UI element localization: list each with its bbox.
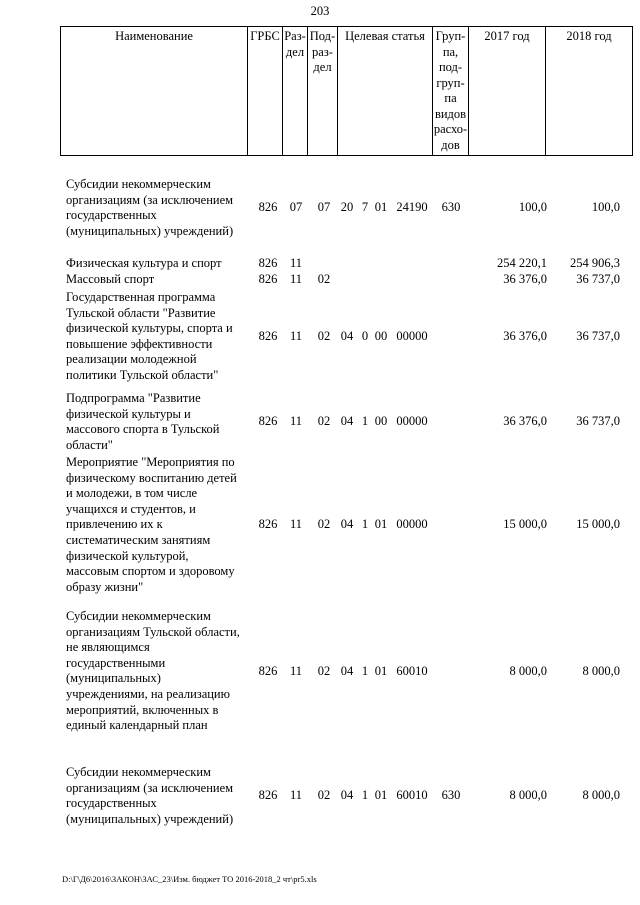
razdel-cell: 11 xyxy=(289,272,303,286)
row-name-line: организациям (за исключением xyxy=(66,192,234,207)
event-code-cell: 01 xyxy=(374,200,388,215)
row-name-line: повышение эффективности xyxy=(66,336,213,351)
header-name: Наименование xyxy=(61,27,248,155)
razdel-cell: 11 xyxy=(289,788,303,803)
grbs-cell: 826 xyxy=(258,200,278,215)
subprogram-code-cell: 7 xyxy=(361,200,369,215)
row-name-line: Подпрограмма "Развитие xyxy=(66,391,201,405)
row-name-line: Субсидии некоммерческим xyxy=(66,177,211,191)
podrazdel-cell: 02 xyxy=(317,414,331,429)
razdel-cell: 11 xyxy=(289,663,303,678)
row-name-line: государственных xyxy=(66,208,157,223)
row-name xyxy=(66,765,254,827)
row-name-line: организациям (за исключением xyxy=(66,780,234,795)
subprogram-code-cell: 1 xyxy=(361,517,369,532)
row-name-line: организациям Тульской области, xyxy=(66,624,240,639)
row-name-line: Тульской области "Развитие xyxy=(66,305,216,320)
podrazdel-cell: 02 xyxy=(317,788,331,803)
row-name-line: Субсидии некоммерческим xyxy=(66,765,211,779)
row-name-line: государственных xyxy=(66,796,157,811)
row-name xyxy=(66,391,254,453)
row-name-line: образу жизни" xyxy=(66,579,144,594)
row-name-line: политики Тульской области" xyxy=(66,367,219,382)
expense-type-cell: 630 xyxy=(441,788,461,803)
razdel-cell: 11 xyxy=(289,517,303,532)
grbs-cell: 826 xyxy=(258,329,278,343)
row-name-line: Субсидии некоммерческим xyxy=(66,609,211,623)
subprogram-code-cell: 1 xyxy=(361,663,369,678)
header-2018: 2018 год xyxy=(566,29,612,43)
row-name-line: Физическая культура и спорт xyxy=(66,256,222,270)
row-name-line: реализации молодежной xyxy=(66,352,197,367)
expense-type-cell: 630 xyxy=(441,200,461,215)
program-code-cell: 04 xyxy=(340,517,354,532)
row-name-line: мероприятий, включенных в xyxy=(66,702,219,717)
row-name-line: (муниципальных) учреждений) xyxy=(66,811,234,826)
program-code-cell: 04 xyxy=(340,329,354,343)
header-razdel: Раз- дел xyxy=(283,27,308,155)
direction-code-cell: 60010 xyxy=(396,663,428,678)
grbs-cell: 826 xyxy=(258,272,278,286)
row-name-line: физической культуры и xyxy=(66,406,191,421)
row-name-line: единый календарный план xyxy=(66,718,208,733)
event-code-cell: 01 xyxy=(374,663,388,678)
program-code-cell: 04 xyxy=(340,414,354,429)
event-code-cell: 01 xyxy=(374,788,388,803)
file-path-footer: D:\Г\Д6\2016\ЗАКОН\ЗАС_23\Изм. бюджет ТО 2016-2018_2 чт\pr5.xls xyxy=(62,874,317,884)
value-2017-cell: 36 376,0 xyxy=(503,414,547,429)
row-name xyxy=(66,256,254,272)
value-2017-cell: 254 220,1 xyxy=(497,256,547,270)
row-name-line: Государственная программа xyxy=(66,290,216,304)
row-name-line: области" xyxy=(66,437,113,452)
value-2018-cell: 100,0 xyxy=(591,200,620,215)
value-2018-cell: 15 000,0 xyxy=(576,517,620,532)
podrazdel-cell: 02 xyxy=(317,272,331,286)
event-code-cell: 00 xyxy=(374,414,388,429)
direction-code-cell: 60010 xyxy=(396,788,428,803)
page-number: 203 xyxy=(310,4,330,18)
podrazdel-cell: 07 xyxy=(317,200,331,215)
event-code-cell: 01 xyxy=(374,517,388,532)
subprogram-code-cell: 1 xyxy=(361,414,369,429)
podrazdel-cell: 02 xyxy=(317,517,331,532)
header-2017: 2017 год xyxy=(469,27,546,155)
direction-code-cell: 00000 xyxy=(396,329,428,343)
value-2017-cell: 36 376,0 xyxy=(503,272,547,286)
row-name-line: физической культурой, xyxy=(66,548,189,563)
event-code-cell: 00 xyxy=(374,329,388,343)
value-2017-cell: 8 000,0 xyxy=(509,663,547,678)
value-2018-cell: 8 000,0 xyxy=(582,663,620,678)
header-podrazdel: Под- раз- дел xyxy=(308,27,338,155)
razdel-cell: 11 xyxy=(289,256,303,270)
row-name-line: учреждениями, на реализацию xyxy=(66,686,230,701)
grbs-cell: 826 xyxy=(258,517,278,532)
row-name xyxy=(66,272,254,288)
row-name-line: физическому воспитанию детей xyxy=(66,470,237,485)
value-2018-cell: 36 737,0 xyxy=(576,272,620,286)
table-header xyxy=(60,26,633,156)
value-2018-cell: 254 906,3 xyxy=(570,256,620,270)
row-name-line: не являющимся xyxy=(66,640,150,655)
row-name xyxy=(66,177,254,239)
row-name xyxy=(66,609,254,734)
razdel-cell: 11 xyxy=(289,329,303,343)
subprogram-code-cell: 0 xyxy=(361,329,369,343)
program-code-cell: 20 xyxy=(340,200,354,215)
row-name-line: государственными xyxy=(66,655,166,670)
row-name-line: учащихся и студентов, и xyxy=(66,501,196,516)
direction-code-cell: 24190 xyxy=(396,200,428,215)
program-code-cell: 04 xyxy=(340,663,354,678)
row-name-line: и молодежи, в том числе xyxy=(66,486,198,501)
grbs-cell: 826 xyxy=(258,414,278,429)
header-expense-group: Груп- па, под- груп- па видов расхо- дов xyxy=(433,27,469,155)
razdel-cell: 07 xyxy=(289,200,303,215)
podrazdel-cell: 02 xyxy=(317,663,331,678)
row-name-line: физической культуры, спорта и xyxy=(66,321,233,336)
value-2017-cell: 15 000,0 xyxy=(503,517,547,532)
grbs-cell: 826 xyxy=(258,663,278,678)
value-2017-cell: 8 000,0 xyxy=(509,788,547,803)
row-name-line: систематическим занятиям xyxy=(66,532,211,547)
row-name-line: привлечению их к xyxy=(66,517,163,532)
header-target-article: Целевая статья xyxy=(338,27,433,155)
grbs-cell: 826 xyxy=(258,788,278,803)
program-code-cell: 04 xyxy=(340,788,354,803)
podrazdel-cell: 02 xyxy=(317,329,331,343)
direction-code-cell: 00000 xyxy=(396,517,428,532)
row-name-line: массового спорта в Тульской xyxy=(66,422,220,437)
header-grbs: ГРБС xyxy=(248,27,283,155)
row-name-line: (муниципальных) учреждений) xyxy=(66,223,234,238)
row-name-line: Массовый спорт xyxy=(66,272,155,286)
row-name-line: массовым спортом и здоровому xyxy=(66,564,235,579)
value-2018-cell: 36 737,0 xyxy=(576,329,620,343)
value-2018-cell: 8 000,0 xyxy=(582,788,620,803)
razdel-cell: 11 xyxy=(289,414,303,429)
subprogram-code-cell: 1 xyxy=(361,788,369,803)
grbs-cell: 826 xyxy=(258,256,278,270)
row-name xyxy=(66,455,254,595)
value-2017-cell: 100,0 xyxy=(518,200,547,215)
row-name-line: Мероприятие "Мероприятия по xyxy=(66,455,235,469)
value-2018-cell: 36 737,0 xyxy=(576,414,620,429)
row-name-line: (муниципальных) xyxy=(66,671,161,686)
row-name xyxy=(66,290,254,384)
direction-code-cell: 00000 xyxy=(396,414,428,429)
value-2017-cell: 36 376,0 xyxy=(503,329,547,343)
